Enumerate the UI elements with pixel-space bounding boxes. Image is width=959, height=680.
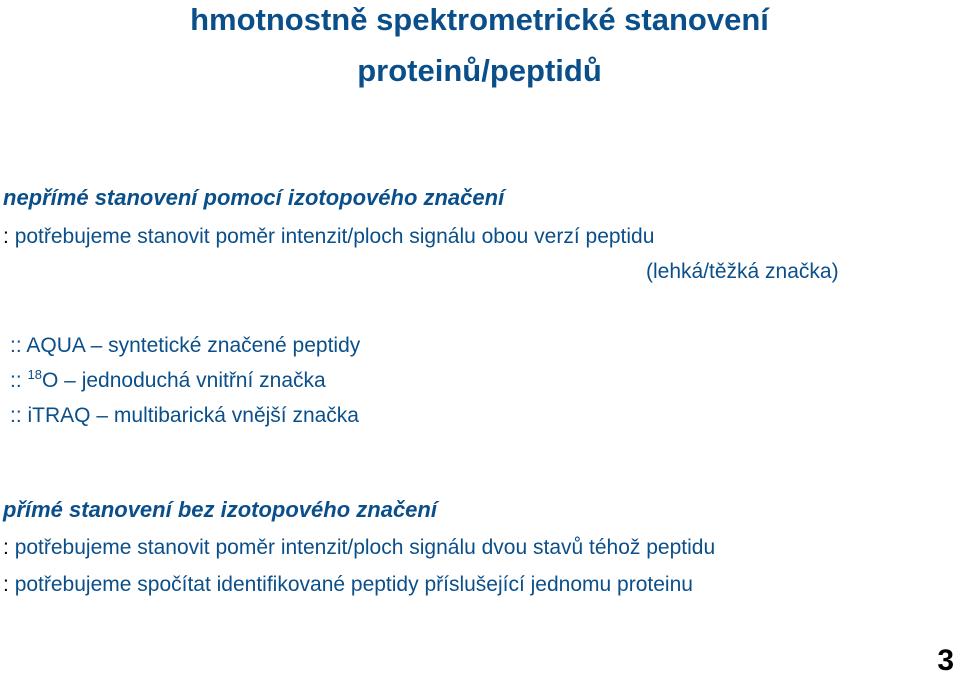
direct-text-line-1 [3, 535, 715, 561]
dash: – [96, 404, 109, 427]
list-item-itraq [10, 403, 359, 429]
dash: – [64, 369, 76, 392]
bullet-colon: : [3, 225, 9, 248]
indirect-text-line [3, 224, 654, 250]
bullet-double-colon: :: [10, 334, 22, 357]
method-name-aqua: AQUA [26, 334, 85, 357]
list-item-18o [10, 368, 326, 394]
dash: – [90, 334, 103, 357]
direct-requirement-text-2: potřebujeme spočítat identifikované peptidy příslušející jednomu proteinu [14, 573, 693, 596]
method-description-aqua: syntetické značené peptidy [108, 334, 361, 357]
indirect-label-note: (lehká/těžká značka) [646, 260, 839, 283]
direct-requirement-text-1: potřebujeme stanovit poměr intenzit/ploch signálu dvou stavů téhož peptidu [14, 536, 716, 559]
slide-title-line-2: proteinů/peptidů [357, 53, 602, 88]
page-number: 3 [937, 644, 954, 677]
direct-text-line-2 [3, 572, 693, 598]
indirect-requirement-text: potřebujeme stanovit poměr intenzit/ploch signálu obou verzí peptidu [14, 225, 655, 248]
bullet-colon: : [3, 573, 9, 596]
list-item-aqua [10, 333, 360, 359]
method-name-itraq: iTRAQ [27, 404, 91, 427]
section-heading-direct: přímé stanovení bez izotopového značení [3, 497, 437, 522]
isotope-superscript: 18 [27, 367, 42, 382]
method-name-18o: O [41, 369, 59, 392]
bullet-double-colon: :: [10, 369, 22, 392]
section-heading-indirect: nepřímé stanovení pomocí izotopového značení [3, 185, 505, 210]
bullet-double-colon: :: [10, 404, 22, 427]
slide-title-line-1: hmotnostně spektrometrické stanovení [190, 2, 769, 37]
method-description-18o: jednoduchá vnitřní značka [81, 369, 326, 392]
method-description-itraq: multibarická vnější značka [113, 404, 359, 427]
bullet-colon: : [3, 536, 9, 559]
